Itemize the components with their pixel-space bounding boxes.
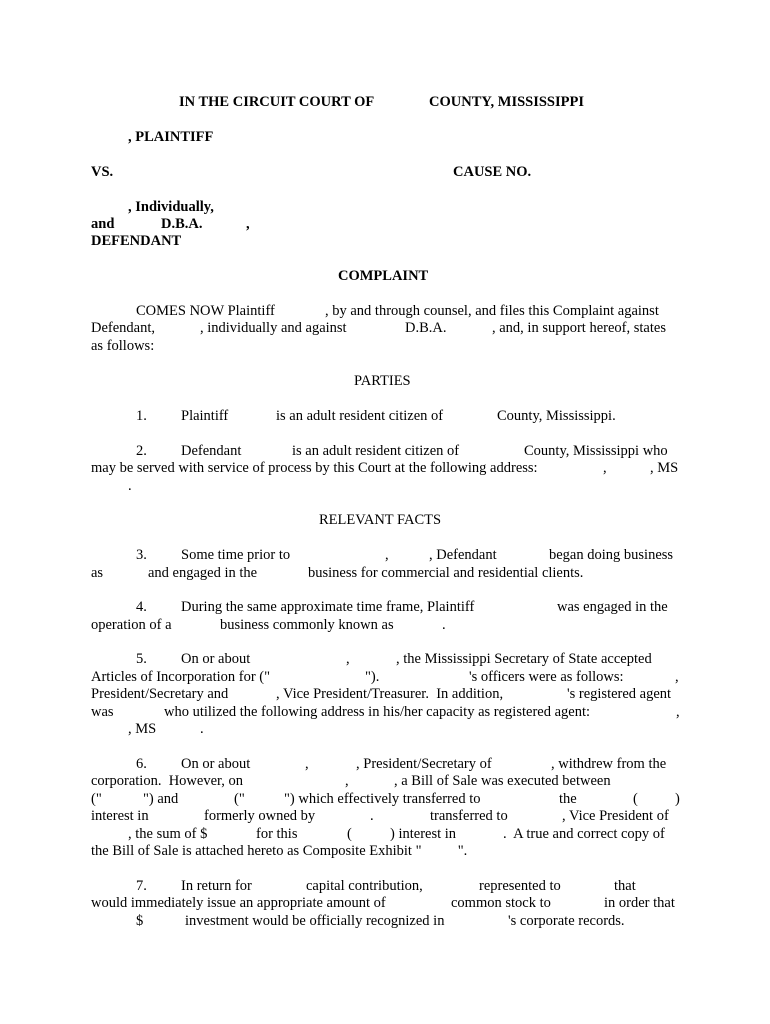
paragraph-text: Plaintiff xyxy=(181,408,229,424)
court-heading-left: IN THE CIRCUIT COURT OF xyxy=(179,94,375,110)
paragraph-text: "). xyxy=(365,669,380,685)
individually-label: , Individually, xyxy=(128,199,214,215)
paragraph-text: , xyxy=(385,547,389,563)
paragraph-text: , xyxy=(345,773,349,789)
section-heading-facts: RELEVANT FACTS xyxy=(319,512,442,528)
paragraph-text: capital contribution, xyxy=(306,878,423,894)
paragraph-text: ) xyxy=(675,791,680,807)
paragraph-text: began doing business xyxy=(549,547,674,563)
paragraph-number: 2. xyxy=(136,443,147,459)
paragraph-text: investment would be officially recognized in xyxy=(185,913,445,929)
paragraph-text: , xyxy=(675,669,679,685)
paragraph-text: , xyxy=(676,704,680,720)
paragraph-text: , President/Secretary of xyxy=(356,756,492,772)
paragraph-text: , the sum of $ xyxy=(128,826,208,842)
paragraph-text: for this xyxy=(256,826,298,842)
paragraph-text: On or about xyxy=(181,651,251,667)
paragraph-number: 1. xyxy=(136,408,147,424)
paragraph-text: County, Mississippi who xyxy=(524,443,668,459)
paragraph-text: transferred to xyxy=(430,808,508,824)
paragraph-text: , withdrew from the xyxy=(551,756,667,772)
paragraph-text: . xyxy=(128,478,132,494)
paragraph-text: business for commercial and residential clients. xyxy=(308,565,584,581)
paragraph-text: County, Mississippi. xyxy=(497,408,616,424)
paragraph-text: is an adult resident citizen of xyxy=(276,408,444,424)
paragraph-text: formerly owned by xyxy=(204,808,316,824)
paragraph-text: , xyxy=(603,460,607,476)
paragraph-text: business commonly known as xyxy=(220,617,394,633)
intro-text: , by and through counsel, and files this Complaint against xyxy=(325,303,659,319)
paragraph-text: ") which effectively transferred to xyxy=(284,791,481,807)
paragraph-text: interest in xyxy=(91,808,149,824)
cause-number-label: CAUSE NO. xyxy=(453,164,532,180)
paragraph-text: corporation. However, on xyxy=(91,773,244,789)
paragraph-text: Some time prior to xyxy=(181,547,291,563)
paragraph-text: $ xyxy=(136,913,144,929)
paragraph-text: the Bill of Sale is attached hereto as Composite Exhibit " ". xyxy=(91,843,468,859)
paragraph-text: On or about xyxy=(181,756,251,772)
paragraph-number: 4. xyxy=(136,599,147,615)
paragraph-text: common stock to xyxy=(451,895,551,911)
paragraph-text: and engaged in the xyxy=(148,565,258,581)
paragraph-text: represented to xyxy=(479,878,561,894)
intro-text: as follows: xyxy=(91,338,155,354)
paragraph-text: ( xyxy=(347,826,352,842)
paragraph-text: who utilized the following address in his/her capacity as registered agent: xyxy=(164,704,591,720)
paragraph-text: was engaged in the xyxy=(557,599,668,615)
paragraph-text: would immediately issue an appropriate amount of xyxy=(91,895,386,911)
paragraph-text: In return for xyxy=(181,878,252,894)
paragraph-text: may be served with service of process by this Court at the following address: xyxy=(91,460,538,476)
paragraph-text: , MS xyxy=(650,460,679,476)
paragraph-number: 6. xyxy=(136,756,147,772)
paragraph-text: is an adult resident citizen of xyxy=(292,443,460,459)
paragraph-number: 7. xyxy=(136,878,147,894)
paragraph-text: , a Bill of Sale was executed between xyxy=(394,773,611,789)
paragraph-text: , Vice President/Treasurer. In addition, xyxy=(276,686,504,702)
intro-text: , and, in support hereof, states xyxy=(492,320,666,336)
paragraph-text: 's registered agent xyxy=(567,686,672,702)
paragraph-text: , MS xyxy=(128,721,157,737)
paragraph-text: ") and xyxy=(143,791,179,807)
paragraph-text: (" xyxy=(91,791,102,807)
paragraph-text: , Defendant xyxy=(429,547,497,563)
paragraph-number: 3. xyxy=(136,547,147,563)
paragraph-text: (" xyxy=(234,791,245,807)
paragraph-text: the xyxy=(559,791,577,807)
paragraph-text: 's corporate records. xyxy=(508,913,625,929)
paragraph-text: that xyxy=(614,878,636,894)
paragraph-text: . xyxy=(200,721,204,737)
dba-comma: , xyxy=(246,216,250,232)
paragraph-text: Articles of Incorporation for (" xyxy=(91,669,271,685)
defendant-label: DEFENDANT xyxy=(91,233,182,249)
paragraph-number: 5. xyxy=(136,651,147,667)
paragraph-text: 's officers were as follows: xyxy=(469,669,624,685)
paragraph-text: During the same approximate time frame, Plaintiff xyxy=(181,599,475,615)
paragraph-text: was xyxy=(91,704,114,720)
section-heading-parties: PARTIES xyxy=(354,373,411,389)
and-label: and xyxy=(91,216,115,232)
intro-text: , individually and against xyxy=(200,320,347,336)
paragraph-text: operation of a xyxy=(91,617,172,633)
intro-text: D.B.A. xyxy=(405,320,447,336)
dba-label: D.B.A. xyxy=(161,216,203,232)
paragraph-text: , the Mississippi Secretary of State accepted xyxy=(396,651,652,667)
intro-text: Defendant, xyxy=(91,320,156,336)
paragraph-text: Defendant xyxy=(181,443,242,459)
paragraph-text: ) interest in xyxy=(390,826,457,842)
paragraph-text: ( xyxy=(633,791,638,807)
paragraph-text: . xyxy=(442,617,446,633)
paragraph-text: , Vice President of xyxy=(562,808,669,824)
paragraph-text: in order that xyxy=(604,895,675,911)
intro-text: COMES NOW Plaintiff xyxy=(136,303,275,319)
plaintiff-label: , PLAINTIFF xyxy=(128,129,214,145)
paragraph-text: , xyxy=(305,756,309,772)
paragraph-text: . xyxy=(370,808,374,824)
paragraph-text: , xyxy=(346,651,350,667)
paragraph-text: . A true and correct copy of xyxy=(503,826,665,842)
versus-label: VS. xyxy=(91,164,114,180)
complaint-title: COMPLAINT xyxy=(338,268,429,284)
court-heading-right: COUNTY, MISSISSIPPI xyxy=(429,94,584,110)
paragraph-text: President/Secretary and xyxy=(91,686,229,702)
paragraph-text: as xyxy=(91,565,104,581)
